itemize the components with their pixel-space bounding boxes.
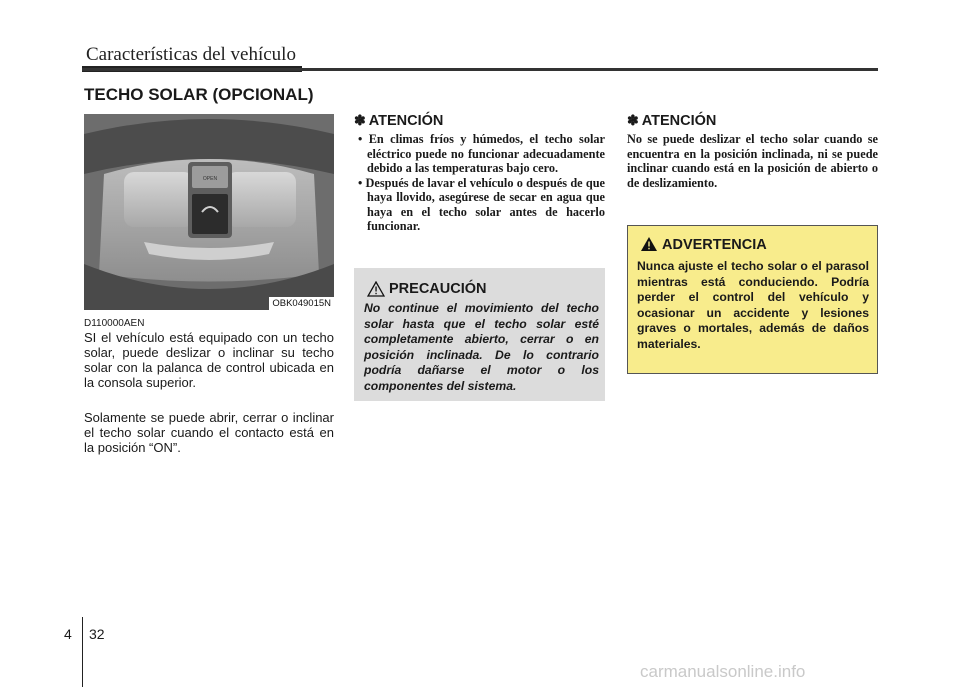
section-title: TECHO SOLAR (OPCIONAL)	[84, 85, 314, 104]
caution-title: PRECAUCIÓN	[389, 281, 487, 297]
caution-body: No continue el movimiento del techo solar hasta que el techo solar esté completamente abierto, cerrar o en posición inclinada. De lo contrario podría dañarse el motor o los componentes del sistema.	[364, 301, 599, 393]
overhead-console-photo	[84, 114, 334, 310]
intro-paragraph: SI el vehículo está equipado con un techo solar, puede deslizar o inclinar su techo solar con la palanca de control ubicada en la consola superior.	[84, 330, 334, 390]
attention-block-2	[627, 112, 878, 190]
watermark: carmanualsonline.info	[640, 662, 806, 681]
open-button-label: OPEN	[202, 176, 218, 182]
list-item: • Después de lavar el vehículo o después de que haya llovido, asegúrese de secar en agua que haya en el techo solar antes de hacerlo funcionar.	[358, 175, 605, 233]
header-rule	[82, 68, 878, 71]
caution-box	[354, 268, 605, 401]
attention-mark-icon: ✽	[627, 112, 639, 128]
warning-title: ADVERTENCIA	[662, 237, 767, 253]
overhead-console-illustration	[84, 114, 334, 310]
attention-heading	[354, 112, 605, 129]
caution-triangle-icon	[367, 281, 385, 297]
reference-code: D110000AEN	[84, 318, 145, 329]
attention-list	[354, 132, 605, 234]
warning-triangle-icon	[640, 236, 658, 252]
chapter-number: 4	[64, 626, 72, 642]
figure-caption: OBK049015N	[269, 297, 334, 310]
page-number: 32	[89, 626, 105, 642]
footer-divider	[82, 617, 83, 687]
warning-body: Nunca ajuste el techo solar o el parasol mientras está conduciendo. Podría perder el control del vehículo y ocasionar un accidente y lesiones graves o mortales, además de daños materiales.	[637, 259, 869, 351]
attention-mark-icon: ✽	[354, 112, 366, 128]
attention-body: No se puede deslizar el techo solar cuando se encuentra en la posición inclinada, ni se puede inclinar cuando está en la posición de abierto o de deslizamiento.	[627, 132, 878, 190]
running-header: Características del vehículo	[86, 44, 296, 65]
attention-heading	[627, 112, 878, 129]
activation-paragraph: Solamente se puede abrir, cerrar o inclinar el techo solar cuando el contacto está en la posición “ON”.	[84, 410, 334, 455]
attention-block-1	[354, 112, 605, 234]
attention-title: ATENCIÓN	[641, 113, 717, 129]
list-item: • En climas fríos y húmedos, el techo solar eléctrico puede no funcionar adecuadamente debido a las temperaturas bajo cero.	[358, 132, 605, 175]
warning-box	[627, 225, 878, 374]
attention-title: ATENCIÓN	[368, 113, 444, 129]
